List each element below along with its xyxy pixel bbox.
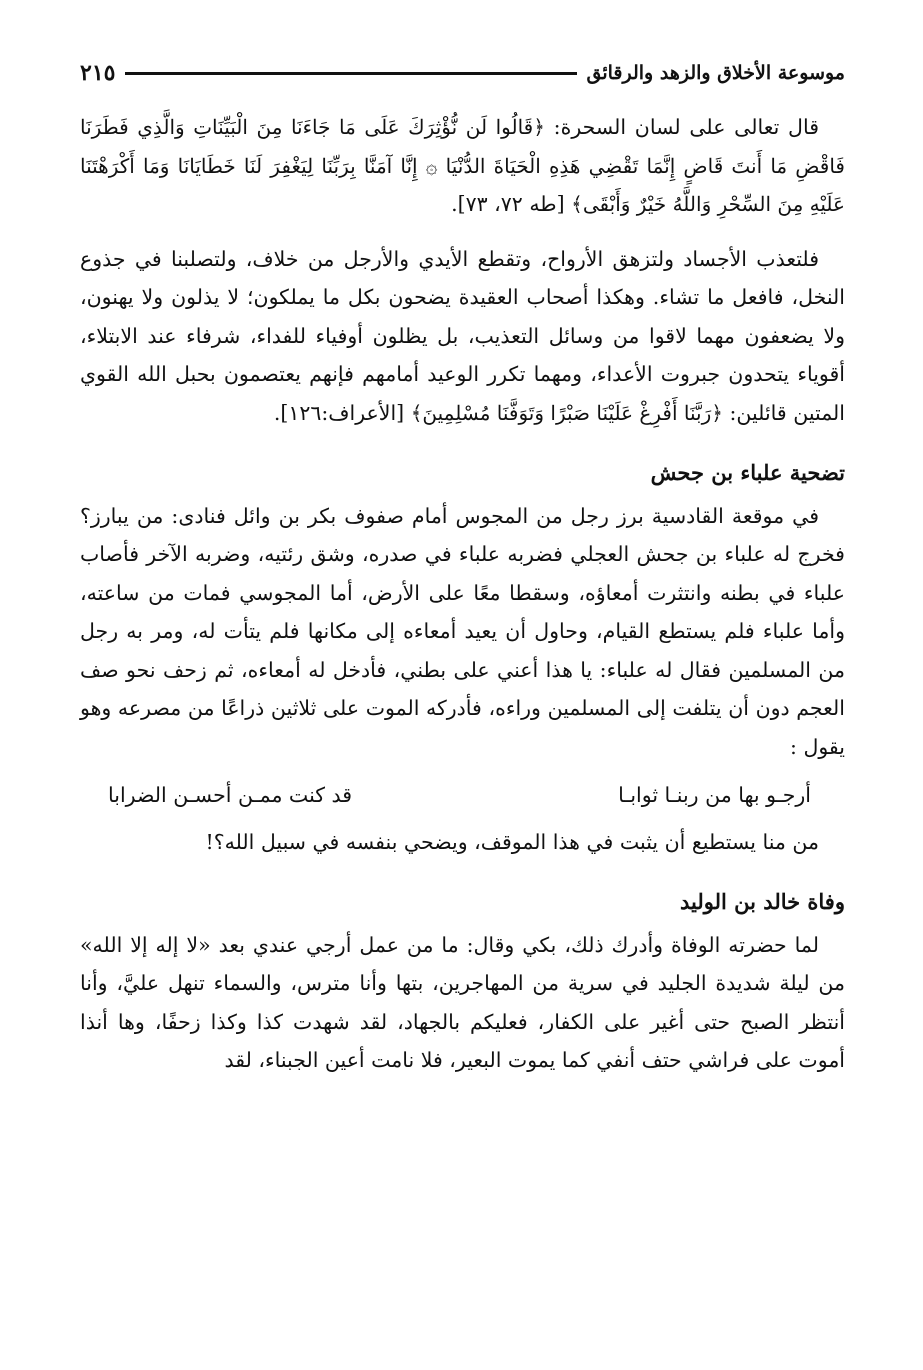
poetry-verse [80,766,845,823]
book-title: موسوعة الأخلاق والزهد والرقائق [586,62,845,84]
page-number: ٢١٥ [80,60,116,86]
section-heading: وفاة خالد بن الوليد [680,889,845,914]
verse-first-hemistich: أرجـو بها من ربنـا ثوابـا [618,783,811,807]
quran-verse: ﴿قَالُوا لَن نُّؤْثِرَكَ عَلَى مَا جَاءَنَا مِنَ الْبَيِّنَاتِ وَالَّذِي فَطَرَنَا فَاقْضِ مَا أَنتَ قَاضٍ إِنَّمَا تَقْضِي هَذِهِ الْحَيَاةَ الدُّنْيَا ۞ إِنَّا آمَنَّا بِرَبِّنَا لِيَغْفِرَ لَنَا خَطَايَانَا وَمَا أَكْرَهْتَنَا عَلَيْهِ مِنَ السِّحْرِ وَاللَّهُ خَيْرٌ وَأَبْقَى﴾ [80,115,845,216]
paragraph-text: فلتعذب الأجساد ولتزهق الأرواح، وتقطع الأيدي والأرجل من خلاف، ولتصلبنا في جذوع النخل، فافعل ما تشاء. وهكذا أصحاب العقيدة يضحون بكل ما يملكون؛ لا يذلون ولا يهنون، ولا يضعفون مهما لاقوا من وسائل التعذيب، بل يظلون أوفياء للفداء، شرفاء عند الابتلاء، أقوياء يتحدون جبروت الأعداء، ومهما تكرر الوعيد أمامهم فإنهم يعتصمون بحبل الله القوي المتين قائلين: [80,246,845,425]
header-rule [125,72,576,75]
paragraph: لما حضرته الوفاة وأدرك ذلك، بكي وقال: ما من عمل أرجي عندي بعد «لا إله إلا الله» من ليلة شديدة الجليد في سرية من المهاجرين، بتها وأنا مترس، والسماء تنهل عليَّ، وأنا أنتظر الصبح حتى أغير على الكفار، فعليكم بالجهاد، لقد شهدت كذا وكذا زحفًا، وها أنذا أموت على فراشي حتف أنفي كما يموت البعير، فلا نامت أعين الجبناء، لقد [80,932,845,1072]
quran-reference: [الأعراف:١٢٦]. [273,400,411,425]
section-heading: تضحية علباء بن جحش [650,460,845,485]
page-content [80,108,845,1080]
quran-verse: ﴿رَبَّنَا أَفْرِغْ عَلَيْنَا صَبْرًا وَتَوَفَّنَا مُسْلِمِينَ﴾ [410,400,723,425]
paragraph: في موقعة القادسية برز رجل من المجوس أمام صفوف بكر بن وائل فنادى: من يبارز؟ فخرج له علباء بن جحش العجلي فضربه علباء في صدره، وشق رئتيه، وضربه الآخر فأصاب علباء في بطنه وانتثرت أمعاؤه، وسقطا معًا على الأرض، أما المجوسي فمات من ساعته، وأما علباء فلم يستطع القيام، وحاول أن يعيد أمعاءه إلى مكانها فلم يتأت له، ومر به رجل من المسلمين فقال له علباء: يا هذا أعني على بطني، فأدخل له أمعاءه، ثم زحف نحو صف العجم دون أن يتلفت إلى المسلمين وراءه، فأدركه الموت على ثلاثين ذراعًا من مصرعه وهو يقول : [80,503,845,759]
verse-second-hemistich: قد كنت ممـن أحسـن الضرابا [108,783,353,807]
paragraph: من منا يستطيع أن يثبت في هذا الموقف، ويضحي بنفسه في سبيل الله؟! [205,829,819,854]
quran-reference: [طه ٧٢، ٧٣]. [451,192,572,216]
paragraph [80,108,845,224]
page-header [80,56,845,90]
paragraph [80,240,845,433]
paragraph-intro: قال تعالى على لسان السحرة: [544,115,819,139]
